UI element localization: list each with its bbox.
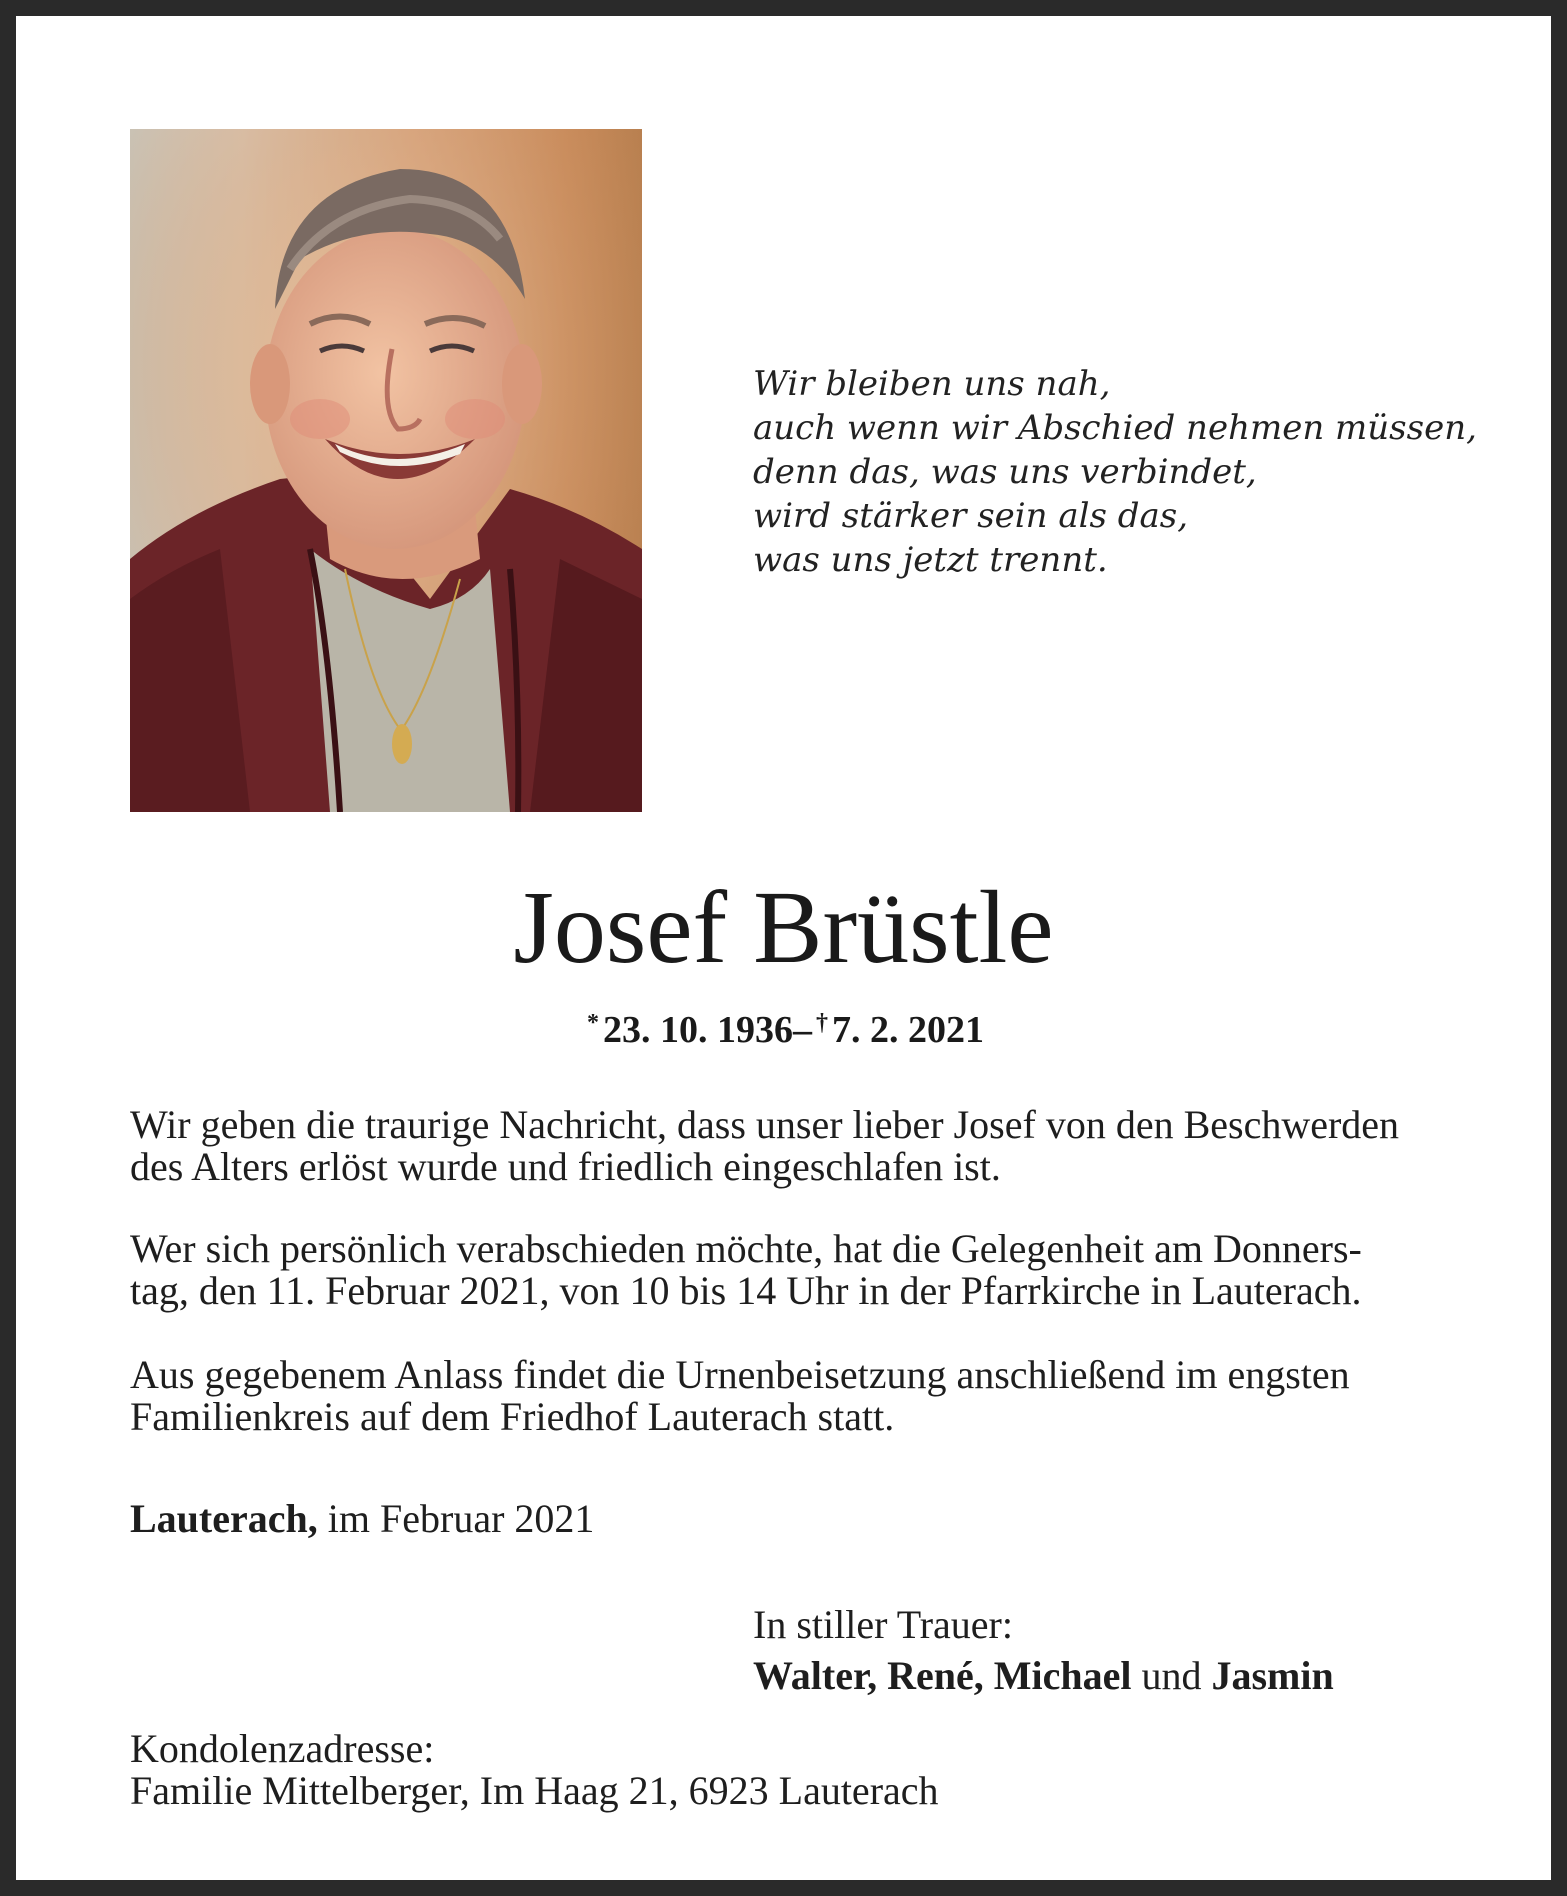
place-date: im Februar 2021	[317, 1496, 595, 1541]
text-line: Wir geben die traurige Nachricht, dass unser lieber Josef von den Beschwerden	[130, 1102, 1400, 1147]
death-date: 7. 2. 2021	[832, 1009, 984, 1051]
mourners-title: In stiller Trauer:	[753, 1602, 1013, 1647]
text-line: des Alters erlöst wurde und friedlich eingeschlafen ist.	[130, 1144, 1001, 1189]
death-symbol: †	[816, 1010, 828, 1036]
mourners-first-names: Walter, René, Michael	[753, 1653, 1132, 1698]
portrait-photo-icon	[130, 129, 642, 812]
poem-line: wird stärker sein als das,	[753, 496, 1189, 536]
poem-line: was uns jetzt trennt.	[753, 540, 1108, 580]
condolence-address	[130, 1728, 1450, 1812]
condolence-label: Kondolenzadresse:	[130, 1726, 435, 1771]
farewell-paragraph	[130, 1228, 1450, 1312]
life-dates	[0, 1000, 1567, 1053]
place-town: Lauterach,	[130, 1496, 318, 1541]
poem-line: auch wenn wir Abschied nehmen müssen,	[753, 408, 1477, 448]
mourners-last-name: Jasmin	[1211, 1653, 1334, 1698]
announcement-paragraph	[130, 1104, 1450, 1188]
mourners-names	[753, 1654, 1334, 1698]
poem	[753, 362, 1477, 582]
birth-date: 23. 10. 1936	[603, 1009, 793, 1051]
text-line: Wer sich persönlich verabschieden möchte, hat die Gelegenheit am Donners-	[130, 1226, 1362, 1271]
deceased-name: Josef Brüstle	[513, 870, 1054, 985]
place-date-line	[130, 1498, 1450, 1540]
text-line: Familienkreis auf dem Friedhof Lauterach statt.	[130, 1394, 895, 1439]
text-line: Aus gegebenem Anlass findet die Urnenbeisetzung anschließend im engsten	[130, 1352, 1350, 1397]
portrait-photo	[130, 129, 642, 812]
date-separator: –	[793, 1009, 812, 1051]
birth-symbol: *	[587, 1010, 599, 1036]
condolence-address-line: Familie Mittelberger, Im Haag 21, 6923 Lauterach	[130, 1768, 939, 1813]
mourners-and: und	[1131, 1653, 1212, 1698]
poem-line: denn das, was uns verbindet,	[753, 452, 1257, 492]
poem-line: Wir bleiben uns nah,	[753, 364, 1111, 404]
burial-paragraph	[130, 1354, 1450, 1438]
text-line: tag, den 11. Februar 2021, von 10 bis 14 Uhr in der Pfarrkirche in Lauterach.	[130, 1268, 1362, 1313]
